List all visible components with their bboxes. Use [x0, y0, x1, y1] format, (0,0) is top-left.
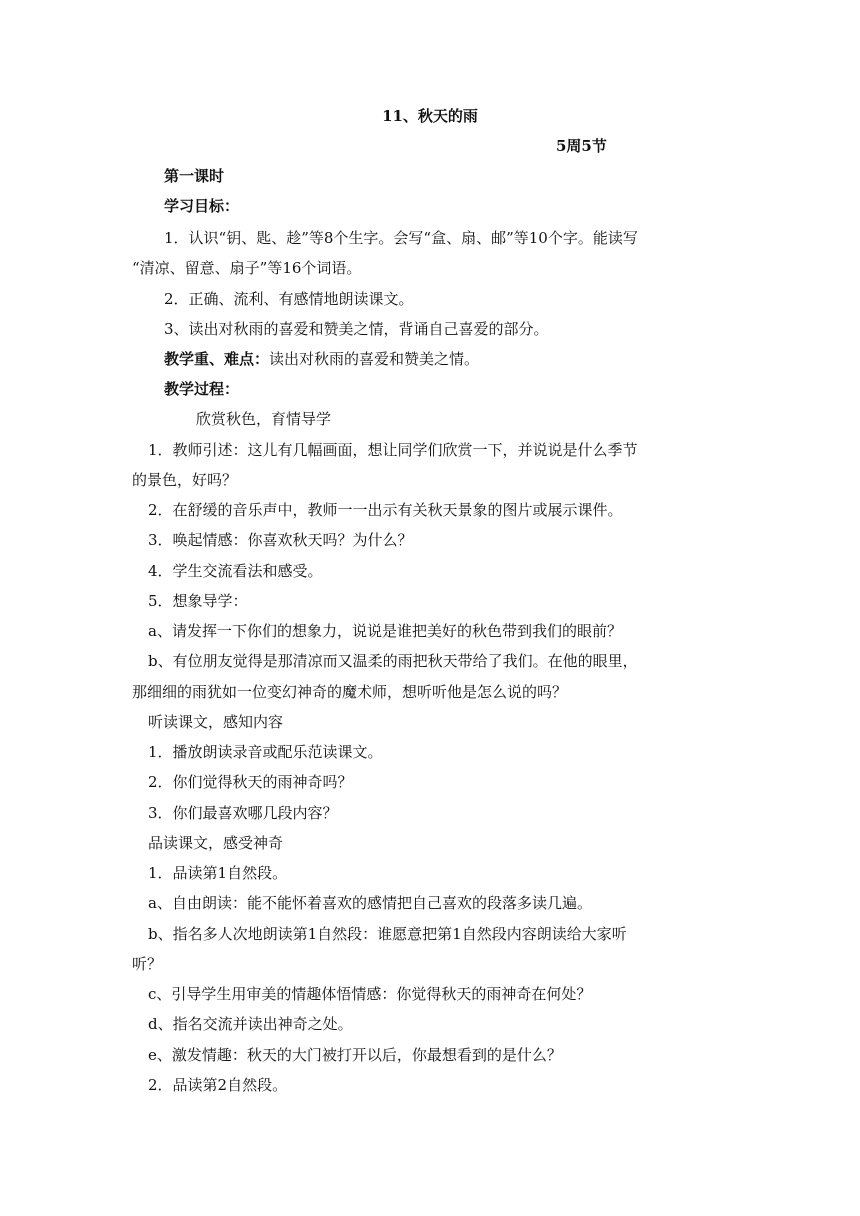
body-line: 4．学生交流看法和感受。: [148, 562, 323, 580]
body-line: 1．品读第1自然段。: [148, 864, 288, 882]
body-line: 3．你们最喜欢哪几段内容？: [148, 804, 338, 822]
body-line: 听？: [132, 955, 163, 973]
body-line: 1．教师引述：这儿有几幅画面，想让同学们欣赏一下，并说说是什么季节: [148, 441, 638, 459]
body-line: 2．品读第2自然段。: [148, 1076, 288, 1094]
body-line: 那细细的雨犹如一位变幻神奇的魔术师，想听听他是怎么说的吗？: [132, 683, 568, 701]
lesson-heading: 第一课时: [164, 167, 225, 185]
key-points-text: 读出对秋雨的喜爱和赞美之情。: [269, 350, 480, 368]
body-line: b、有位朋友觉得是那清凉而又温柔的雨把秋天带给了我们。在他的眼里，: [148, 652, 638, 670]
section-title: 听读课文，感知内容: [148, 713, 284, 731]
section-title: 欣赏秋色，育情导学: [196, 410, 332, 428]
page-title: 11、秋天的雨: [382, 107, 478, 125]
body-line: b、指名多人次地朗读第1自然段：谁愿意把第1自然段内容朗读给大家听: [148, 925, 627, 943]
body-line: a、自由朗读：能不能怀着喜欢的感情把自己喜欢的段落多读几遍。: [148, 894, 592, 912]
objective-line: 2．正确、流利、有感情地朗读课文。: [164, 290, 414, 308]
body-line: 3．唤起情感：你喜欢秋天吗？为什么？: [148, 531, 413, 549]
body-line: 2．你们觉得秋天的雨神奇吗？: [148, 773, 353, 791]
process-heading: 教学过程：: [164, 380, 240, 398]
body-line: 1．播放朗读录音或配乐范读课文。: [148, 743, 383, 761]
week-period: 5周5节: [556, 137, 607, 155]
body-line: 的景色，好吗？: [132, 471, 238, 489]
section-title: 品读课文，感受神奇: [148, 834, 284, 852]
objectives-heading: 学习目标：: [164, 197, 240, 215]
objective-line: 3、读出对秋雨的喜爱和赞美之情，背诵自己喜爱的部分。: [164, 320, 549, 338]
body-line: a、请发挥一下你们的想象力，说说是谁把美好的秋色带到我们的眼前？: [148, 622, 622, 640]
key-points: [164, 349, 479, 369]
body-line: 5．想象导学：: [148, 592, 248, 610]
body-line: 2．在舒缓的音乐声中，教师一一出示有关秋天景象的图片或展示课件。: [148, 501, 623, 519]
body-line: d、指名交流并读出神奇之处。: [148, 1015, 353, 1033]
body-line: e、激发情趣：秋天的大门被打开以后，你最想看到的是什么？: [148, 1046, 562, 1064]
objective-line: 1．认识“钥、匙、趁”等8个生字。会写“盒、扇、邮”等10个字。能读写: [164, 229, 638, 247]
body-line: c、引导学生用审美的情趣体悟情感：你觉得秋天的雨神奇在何处？: [148, 985, 592, 1003]
key-points-label: 教学重、难点：: [164, 350, 270, 368]
objective-line: “清凉、留意、扇子”等16个词语。: [132, 259, 362, 277]
